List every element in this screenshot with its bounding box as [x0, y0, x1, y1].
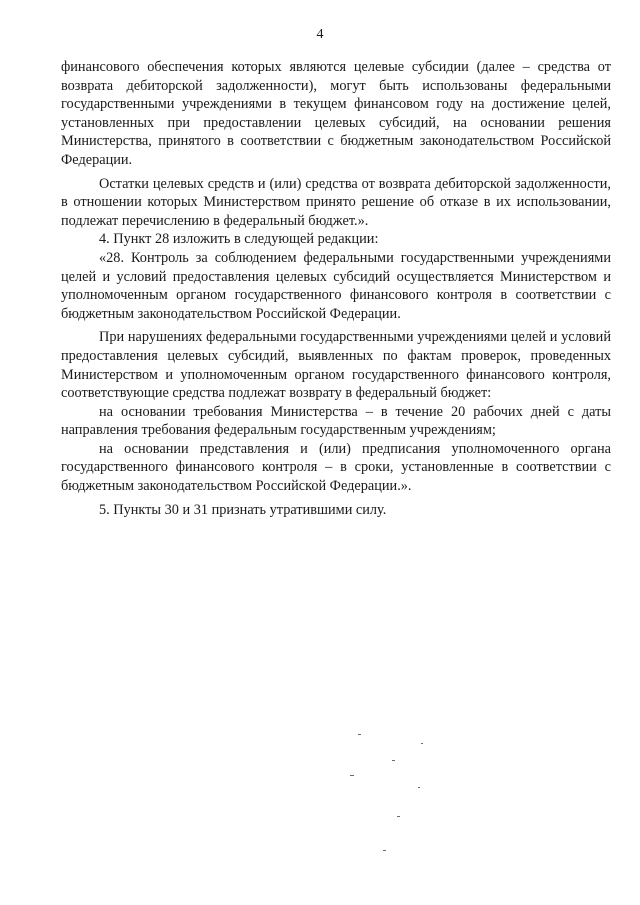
paragraph-funding-continuation: финансового обеспечения которых являются целевые субсидии (далее – средства от возврата дебиторской задолженности), могут быть использованы федеральными государственными учреждениями в текущем финансовом году на достижение целей, установленных при предоставлении целевых субсидий, на основании решения Министерства, принятого в соответствии с бюджетным законодательством Российской Федерации. [61, 59, 611, 168]
page-number: 4 [316, 27, 324, 42]
scan-speck [358, 734, 361, 735]
paragraph-ministry-requirement: на основании требования Министерства – в течение 20 рабочих дней с даты направления требования федеральным государственным учреждениям; [61, 403, 611, 439]
document-body [61, 58, 611, 519]
scan-speck [421, 743, 423, 744]
scan-speck [383, 850, 386, 851]
paragraph-control-body-order: на основании представления и (или) предписания уполномоченного органа государственного финансового контроля – в сроки, установленные в соответствии с бюджетным законодательством Российской Федерации.». [61, 440, 611, 495]
scan-speck [397, 816, 400, 817]
paragraph-violations-return: При нарушениях федеральными государственными учреждениями целей и условий предоставления целевых субсидий, выявленных по фактам проверок, проведенных Министерством и уполномоченным органом государственного финансового контроля, соответствующие средства подлежат возврату в федеральный бюджет: [61, 329, 611, 402]
paragraph-item-28-control: «28. Контроль за соблюдением федеральными государственными учреждениями целей и условий предоставления целевых субсидий осуществляется Министерством и уполномоченным органом государственного финансового контроля в соответствии с бюджетным законодательством Российской Федерации. [61, 249, 611, 322]
paragraph-target-funds-balance: Остатки целевых средств и (или) средства от возврата дебиторской задолженности, в отношении которых Министерством принято решение об отказе в их использовании, подлежат перечислению в федеральный бюджет.». [61, 175, 611, 229]
scan-speck [350, 775, 354, 776]
scan-speck [392, 760, 395, 761]
paragraph-item-4-heading: 4. Пункт 28 изложить в следующей редакции: [99, 231, 379, 248]
scan-speck [418, 787, 420, 788]
paragraph-item-5-repeal: 5. Пункты 30 и 31 признать утратившими силу. [99, 501, 387, 518]
